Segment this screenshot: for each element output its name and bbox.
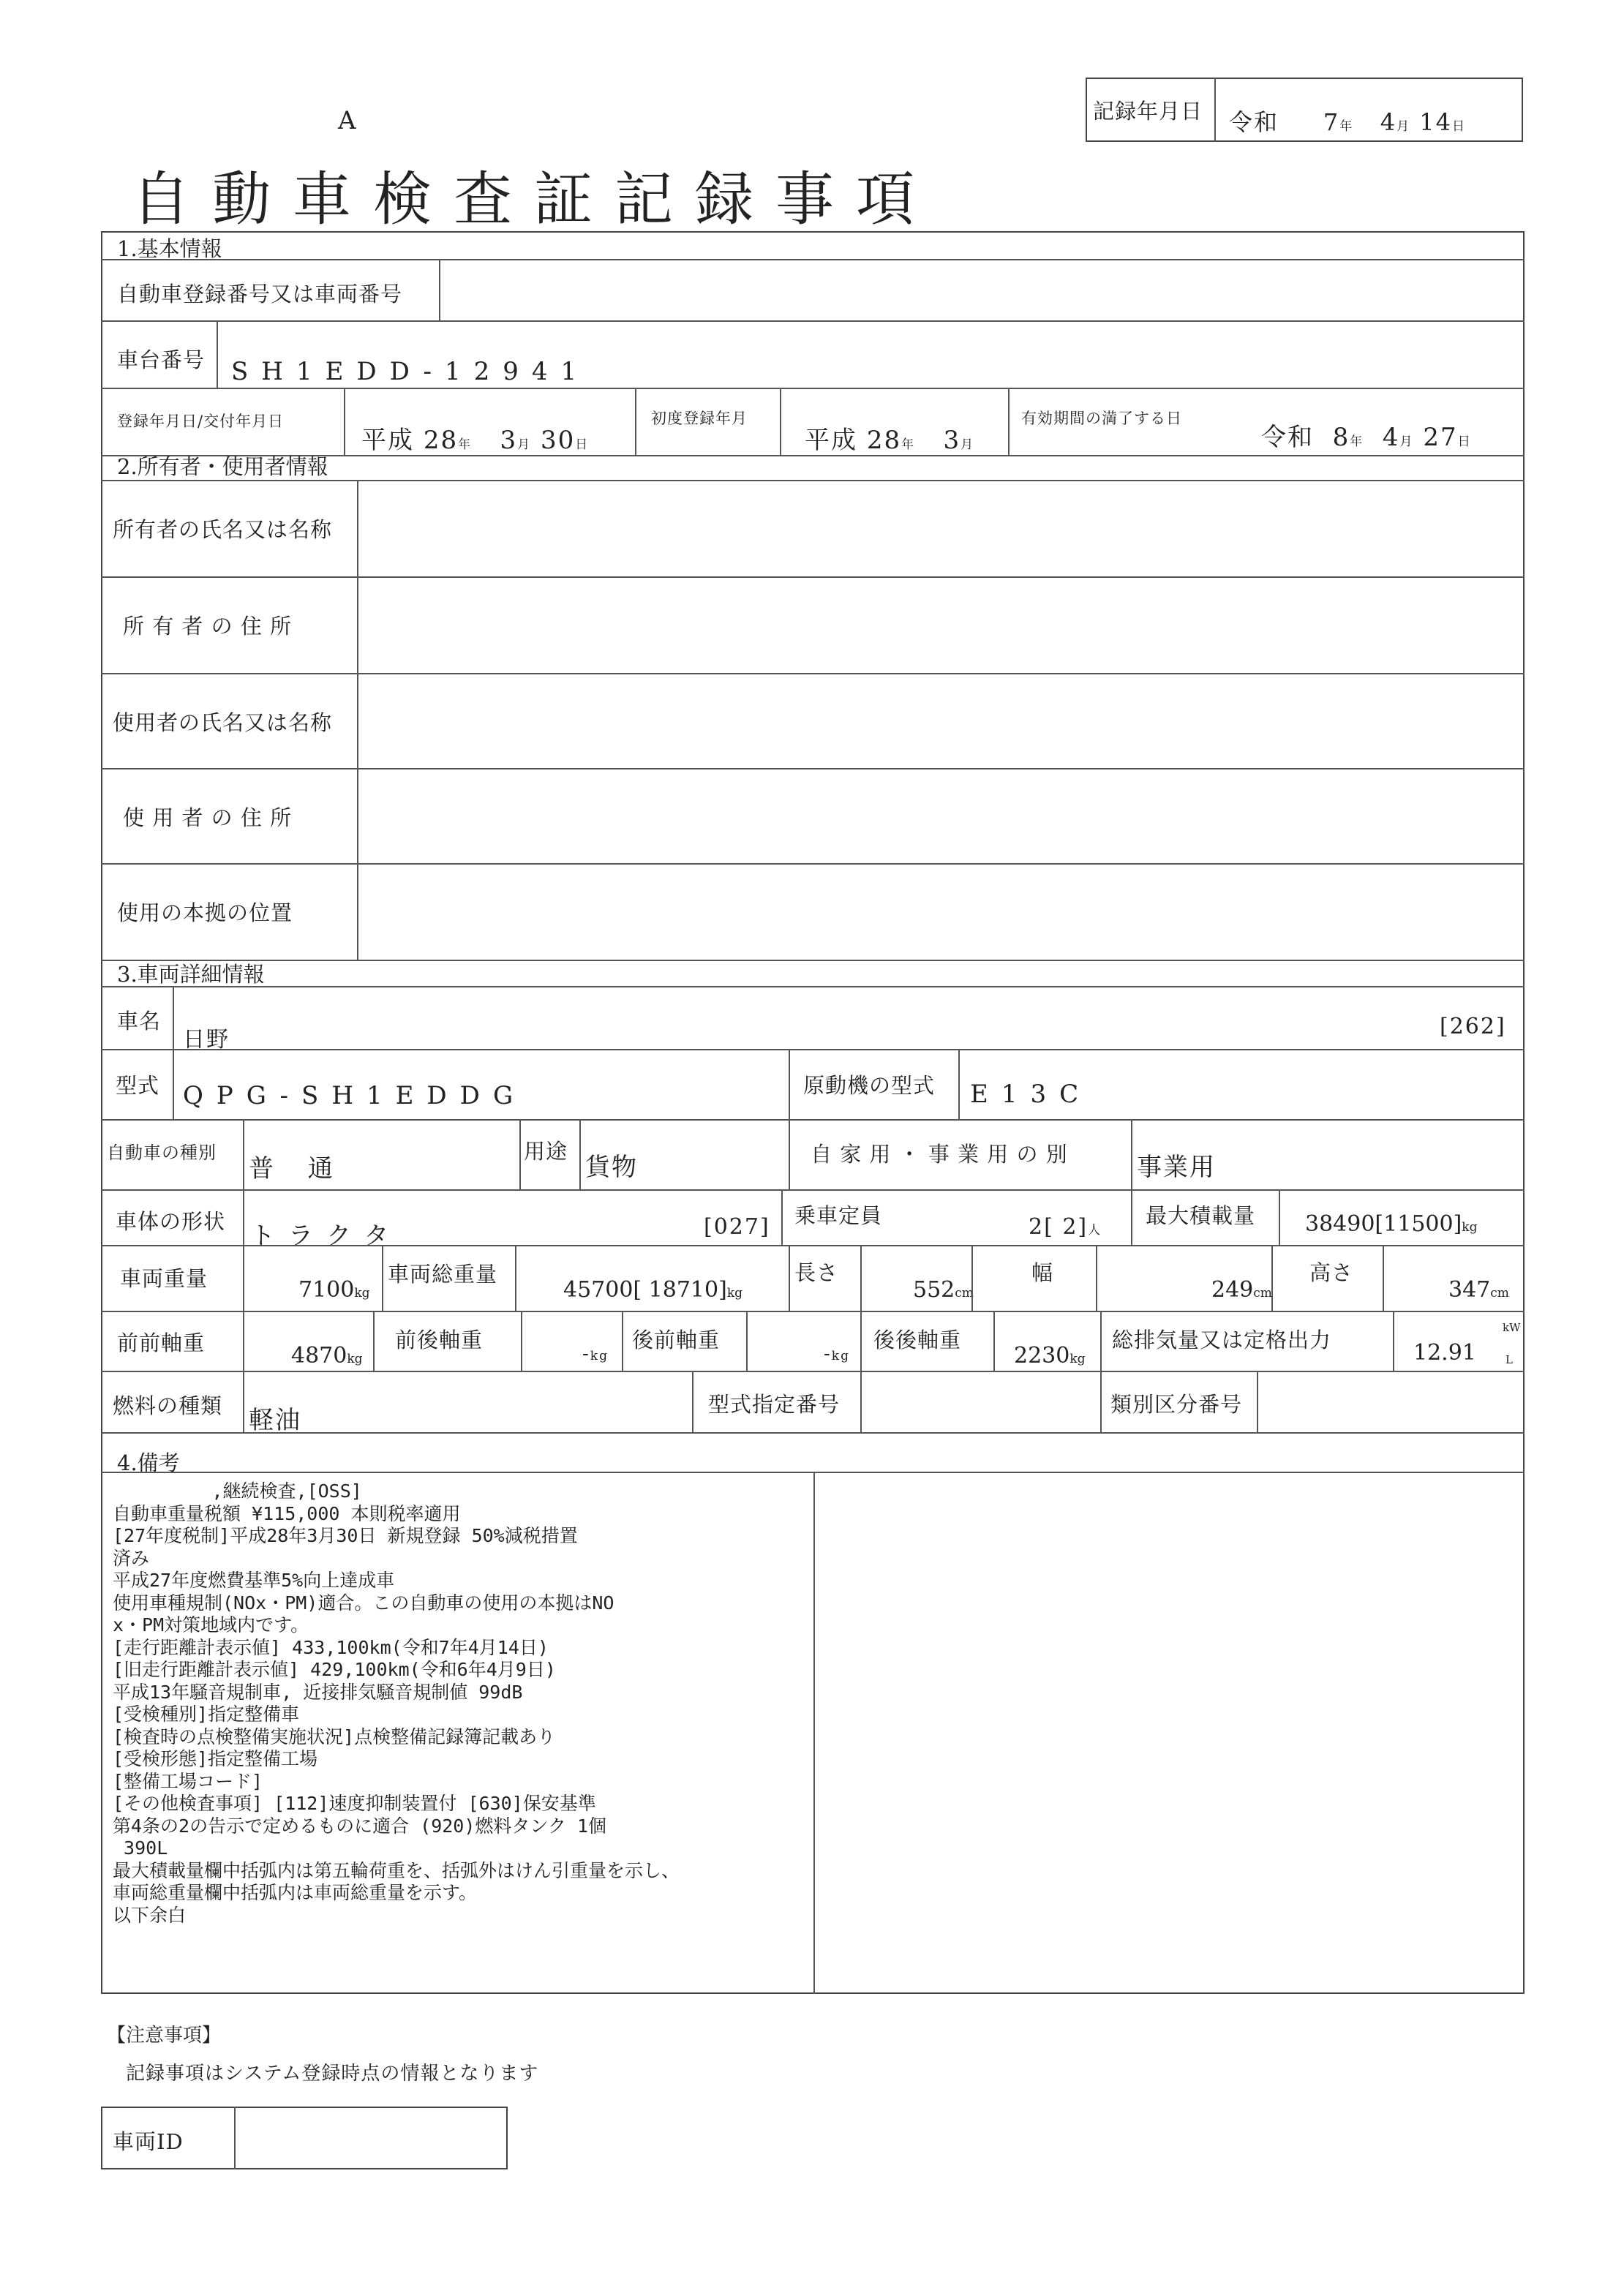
use-label: 用途 [524,1139,568,1164]
first-reg-label: 初度登録年月 [651,410,748,427]
private-business: 事業用 [1137,1153,1216,1182]
section2-heading: 2.所有者・使用者情報 [117,454,328,479]
height-label: 高さ [1309,1260,1354,1285]
remarks-line: [その他検査事項] [112]速度抑制装置付 [630]保安基準 [113,1793,596,1814]
body-label: 車体の形状 [116,1209,226,1234]
private-business-label: 自 家 用 ・ 事 業 用 の 別 [811,1142,1068,1167]
remarks-line: [受検種別]指定整備車 [113,1704,300,1725]
owner-address-label: 所 有 者 の 住 所 [123,614,293,639]
length: 552cm [913,1277,974,1303]
reg-date: 平成 28年 3月 30日 [361,426,590,455]
ff-axle-label: 前前軸重 [117,1330,206,1355]
remarks-line: [検査時の点検整備実施状況]点検整備記録簿記載あり [113,1725,556,1747]
remarks-line: x・PM対策地域内です。 [113,1614,309,1636]
capacity-label: 乗車定員 [794,1203,883,1228]
first-reg-date: 平成 28年 3月 [805,426,975,455]
section4-heading: 4.備考 [117,1450,180,1475]
fuel-label: 燃料の種類 [113,1393,223,1418]
length-label: 長さ [794,1260,839,1285]
remarks-line: 390L [113,1837,168,1859]
remarks-line: 使用車種規制(NOx・PM)適合。この自動車の使用の本拠はNO [113,1592,614,1614]
body-code: [027] [704,1214,770,1240]
displacement-unit-l: L [1505,1353,1513,1366]
reg-number-label: 自動車登録番号又は車両番号 [117,282,403,306]
expiry-label: 有効期間の満了する日 [1021,410,1182,427]
section3-heading: 3.車両詳細情報 [117,962,265,987]
rf-axle-label: 後前軸重 [632,1328,721,1352]
reg-date-label: 登録年月日/交付年月日 [117,413,285,430]
form-mark: A [338,106,356,135]
max-load: 38490[11500]kg [1305,1211,1478,1237]
notes-heading: 【注意事項】 [107,2025,222,2047]
vehicle-id-label: 車両ID [113,2129,184,2154]
record-date-label: 記録年月日 [1093,99,1203,124]
width-label: 幅 [1031,1260,1054,1285]
fuel-type: 軽油 [249,1406,301,1435]
owner-name-label: 所有者の氏名又は名称 [113,517,333,542]
rr-axle: 2230kg [1014,1343,1086,1369]
fr-axle: -kg [582,1343,609,1365]
designation-label: 型式指定番号 [708,1392,841,1417]
remarks-line: [旧走行距離計表示値] 429,100km(令和6年4月9日) [113,1659,556,1680]
gross-weight-label: 車両総重量 [388,1262,498,1287]
engine-label: 原動機の型式 [803,1073,936,1098]
fr-axle-label: 前後軸重 [395,1328,484,1352]
model-label: 型式 [116,1073,160,1098]
displacement-unit-kw: kW [1503,1321,1521,1334]
user-name-label: 使用者の氏名又は名称 [113,710,333,735]
capacity: 2[ 2]人 [1029,1214,1102,1240]
notes-text: 記録事項はシステム登録時点の情報となります [126,2063,539,2085]
height: 347cm [1448,1277,1509,1303]
type-label: 自動車の種別 [107,1143,217,1163]
remarks-line: [27年度税制]平成28年3月30日 新規登録 50%減税措置 [113,1525,578,1546]
displacement-label: 総排気量又は定格出力 [1112,1328,1332,1352]
remarks-line: 済み [113,1547,150,1569]
use: 貨物 [585,1153,638,1182]
body-shape: トラクタ [250,1222,402,1251]
remarks-line: 以下余白 [113,1904,187,1926]
vehicle-type: 普 通 [249,1154,346,1183]
vehicle-weight: 7100kg [298,1277,370,1303]
base-location-label: 使用の本拠の位置 [117,900,293,925]
remarks-line: 車両総重量欄中括弧内は車両総重量を示す。 [113,1882,478,1903]
section1-heading: 1.基本情報 [117,236,222,261]
remarks-line: 自動車重量税額 ¥115,000 本則税率適用 [113,1502,461,1524]
ff-axle: 4870kg [291,1343,363,1369]
remarks-line: [整備工場コード] [113,1770,263,1792]
vehicle-weight-label: 車両重量 [120,1266,208,1291]
remarks-line: [走行距離計表示値] 433,100km(令和7年4月14日) [113,1636,549,1658]
user-address-label: 使 用 者 の 住 所 [123,805,293,830]
engine-model: E13C [970,1080,1092,1109]
category-label: 類別区分番号 [1110,1392,1243,1417]
car-name-code: [262] [1440,1014,1506,1039]
remarks-line: 第4条の2の告示で定めるものに適合 (920)燃料タンク 1個 [113,1815,607,1837]
displacement: 12.91 [1413,1340,1476,1366]
remarks-line: 平成27年度燃費基準5%向上達成車 [113,1570,395,1591]
remarks-line: 平成13年騒音規制車, 近接排気騒音規制値 99dB [113,1681,523,1703]
chassis-number: SH1EDD-12941 [231,357,590,386]
page-title: 自動車検査証記録事項 [132,165,936,233]
width: 249cm [1211,1277,1272,1303]
model: QPG-SH1EDDG [183,1081,527,1110]
rf-axle: -kg [824,1343,850,1365]
remarks-line: ,継続検査,[OSS] [113,1480,362,1502]
expiry-date: 令和 8年 4月 27日 [1261,423,1472,452]
chassis-label: 車台番号 [117,347,206,372]
remarks-line: 最大積載量欄中括弧内は第五輪荷重を、括弧外はけん引重量を示し、 [113,1859,680,1881]
remarks-line: [受検形態]指定整備工場 [113,1748,318,1769]
max-load-label: 最大積載量 [1146,1203,1256,1228]
car-name-label: 車名 [117,1009,162,1034]
remarks-text [113,1480,680,1927]
car-name: 日野 [183,1027,230,1053]
gross-weight: 45700[ 18710]kg [563,1277,743,1303]
rr-axle-label: 後後軸重 [873,1328,962,1352]
record-date: 令和 7年 4月 14日 [1229,108,1466,136]
